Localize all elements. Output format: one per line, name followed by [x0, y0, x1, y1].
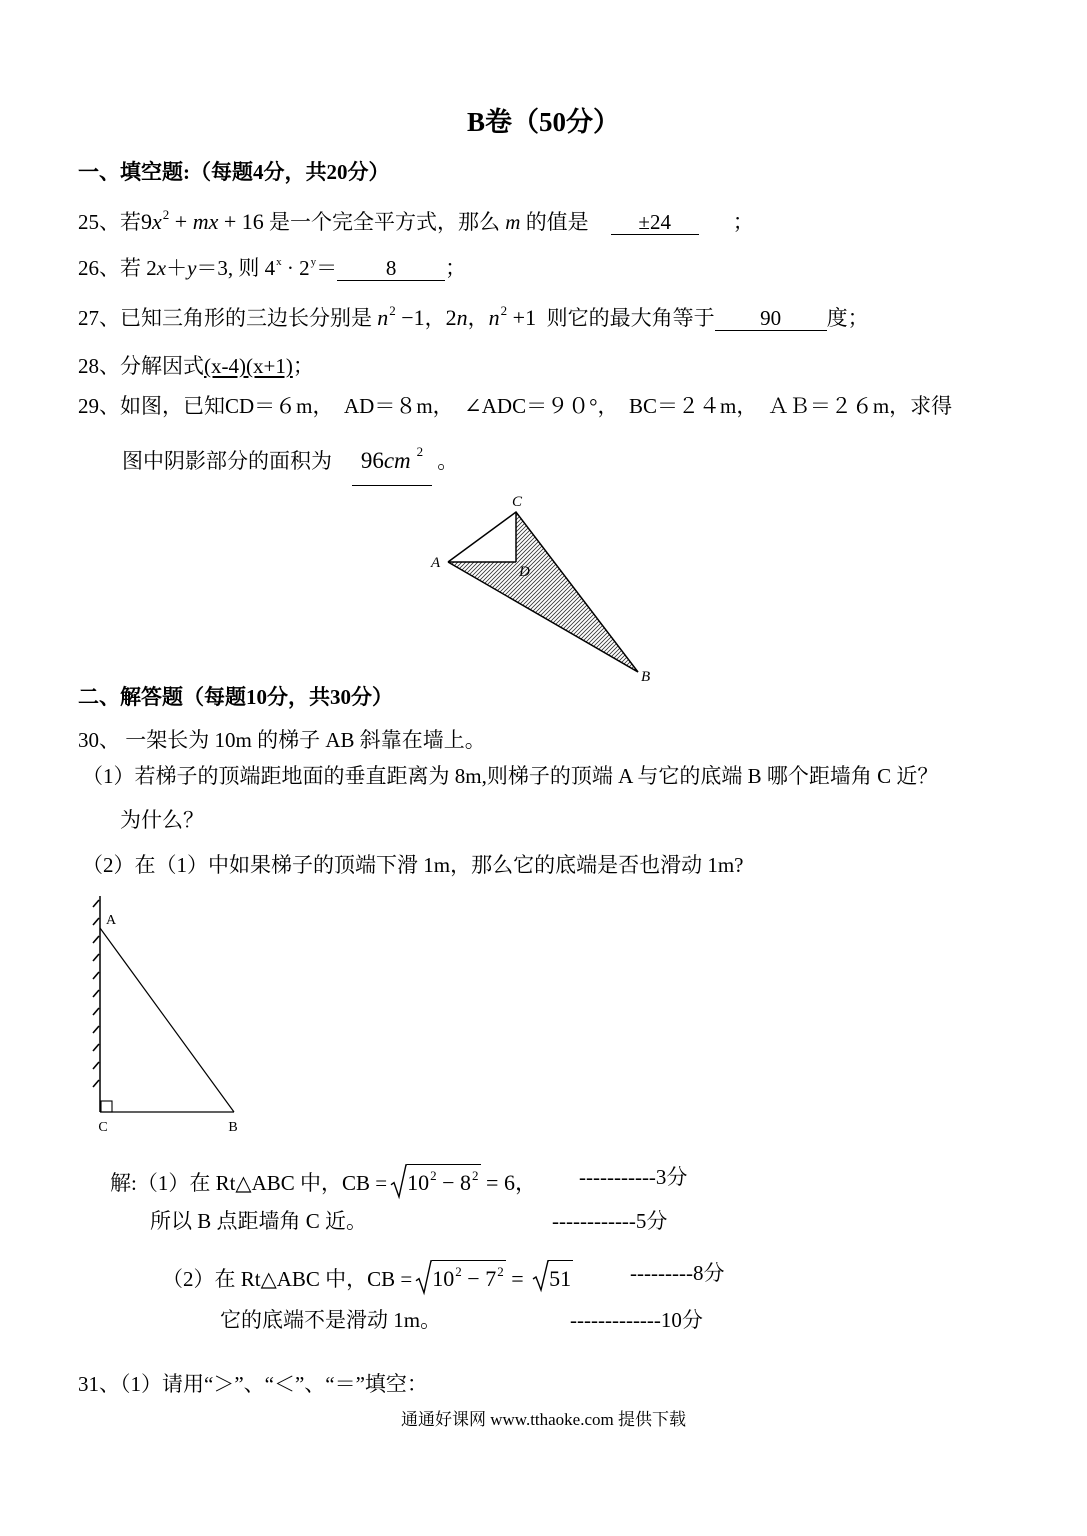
q25-const: 16 — [241, 209, 264, 234]
question-27 — [78, 305, 869, 334]
s3-minus: − — [461, 1266, 486, 1291]
s3-a: 10 — [432, 1266, 455, 1291]
s1-minus: − — [436, 1170, 461, 1195]
q29-answer-blank — [352, 444, 432, 486]
section-1-heading — [78, 159, 390, 185]
radical-sign — [415, 1260, 432, 1295]
wall-hatch-mark — [93, 1080, 99, 1087]
s4-score: -------------10分 — [570, 1308, 703, 1332]
s1-lead: 解:（1）在 Rt△ABC 中，CB = — [110, 1171, 388, 1195]
q26-answer-blank: 8 — [337, 256, 445, 281]
q29-end: 。 — [432, 449, 459, 473]
question-30-part-2 — [82, 852, 744, 878]
q30-part1-cont-text: 为什么？ — [120, 808, 204, 832]
q25-mid: 是一个完全平方式，那么 — [263, 210, 506, 234]
q26-lead: 26、若 — [78, 256, 147, 280]
label-b: B — [228, 1120, 238, 1135]
s3-b: 7 — [485, 1266, 497, 1291]
radical-sign-path — [391, 1165, 407, 1197]
wall-hatch-mark — [93, 1044, 99, 1051]
q25-end: ； — [732, 210, 754, 234]
wall-hatching — [93, 900, 99, 1087]
radicand-1 — [407, 1164, 480, 1199]
question-31 — [78, 1371, 428, 1397]
question-30-part-1-continued — [120, 807, 204, 833]
q27-n3: n — [488, 305, 500, 330]
wall-hatch-mark — [93, 990, 99, 997]
wall-hatch-mark — [93, 900, 99, 907]
q26-end: ； — [445, 256, 467, 280]
q26-dot: · — [281, 256, 300, 280]
s4-text: 它的底端不是滑动 1m。 — [220, 1308, 442, 1332]
page-footer — [0, 1409, 1087, 1431]
wall-hatch-mark — [93, 954, 99, 961]
label-b: B — [641, 669, 651, 685]
q27-mid: 则它的最大角等于 — [536, 306, 715, 330]
q26-eq: ＝ — [316, 256, 338, 280]
radical-sign-path — [416, 1261, 432, 1293]
question-25 — [78, 209, 754, 238]
radicand-2 — [432, 1260, 505, 1295]
q28-answer: (x-4)(x+1) — [204, 354, 293, 378]
section-2-heading-text: 二、解答题（每题10分，共30分） — [78, 685, 393, 709]
question-29-line-2 — [122, 444, 459, 486]
s2-score: ------------5分 — [552, 1209, 668, 1233]
s1-a: 10 — [407, 1170, 430, 1195]
question-30-part-1 — [82, 763, 938, 789]
q26-x: x — [156, 256, 167, 280]
wall-hatch-mark — [93, 936, 99, 943]
s2-text: 所以 B 点距墙角 C 近。 — [150, 1209, 368, 1233]
s1-b: 8 — [460, 1170, 472, 1195]
q25-m: m — [505, 210, 521, 234]
q28-end: ； — [292, 354, 314, 378]
q29-line2-text: 图中阴影部分的面积为 — [122, 449, 332, 473]
wall-hatch-mark — [93, 1008, 99, 1015]
q29-answer-value: 96 — [360, 448, 384, 473]
section-1-heading-text: 一、填空题:（每题4分，共20分） — [78, 160, 390, 184]
q31-text: 31、（1）请用“＞”、“＜”、“＝”填空： — [78, 1372, 428, 1396]
q30-part2-text: （2）在（1）中如果梯子的顶端下滑 1m，那么它的底端是否也滑动 1m? — [82, 853, 744, 877]
label-a: A — [106, 913, 117, 928]
s1-result: = 6， — [480, 1170, 537, 1195]
label-c: C — [98, 1120, 108, 1135]
ladder-ab — [100, 928, 234, 1112]
question-26 — [78, 255, 466, 285]
s3-eq: = — [505, 1266, 530, 1291]
footer-text: 通通好课网 www.tthaoke.com 提供下载 — [400, 1410, 687, 1429]
q26-plus: ＋ — [166, 256, 188, 280]
s3-a-exp: 2 — [455, 1264, 462, 1279]
q26-exp2: y — [310, 256, 317, 268]
q27-coef2: 2 — [445, 305, 457, 330]
q27-sep2: ， — [467, 306, 489, 330]
s3-c: 51 — [549, 1266, 572, 1291]
q27-n1: n — [377, 305, 389, 330]
q26-base2: 2 — [299, 256, 310, 280]
q26-y: y — [187, 256, 197, 280]
figure-shaded-triangle — [420, 488, 660, 688]
figure-ladder — [85, 888, 250, 1140]
q27-sep1: ， — [424, 306, 446, 330]
q26-exp1: x — [276, 256, 282, 268]
q26-base1: 4 — [264, 256, 276, 280]
question-28 — [78, 353, 314, 379]
shaded-region — [448, 512, 638, 672]
solution-line-2 — [150, 1208, 367, 1234]
q25-tail: 的值是 — [520, 210, 589, 234]
wall-hatch-mark — [93, 972, 99, 979]
sqrt-expression-1 — [390, 1164, 480, 1199]
q30-stem-text: 30、 一架长为 10m 的梯子 AB 斜靠在墙上。 — [78, 728, 486, 752]
sqrt-expression-2 — [415, 1260, 505, 1295]
q25-coef: 9 — [141, 209, 152, 234]
s1-score: -----------3分 — [579, 1165, 688, 1189]
s3-lead: （2）在 Rt△ABC 中，CB = — [162, 1267, 413, 1291]
question-29-line-1 — [78, 393, 952, 419]
q25-op1: + — [169, 209, 193, 234]
s3-b-exp: 2 — [497, 1264, 504, 1279]
radical-sign-path — [533, 1261, 549, 1290]
q25-answer-blank: ±24 — [611, 210, 699, 235]
wall-hatch-mark — [93, 918, 99, 925]
s3-score: ---------8分 — [630, 1261, 725, 1285]
label-d: D — [519, 564, 530, 580]
label-a: A — [431, 555, 441, 571]
q29-answer-exp: 2 — [416, 444, 424, 459]
q28-lead: 28、分解因式 — [78, 354, 204, 378]
q27-n2: n — [456, 305, 468, 330]
page-title — [0, 105, 1087, 139]
q25-mx: mx — [192, 209, 219, 234]
q27-rest1: −1 — [395, 305, 425, 330]
q27-answer-blank: 90 — [715, 306, 827, 331]
q27-lead: 27、已知三角形的三边长分别是 — [78, 306, 378, 330]
radical-sign — [532, 1260, 549, 1292]
q25-lead: 25、若 — [78, 210, 141, 234]
question-30-stem — [78, 727, 486, 753]
solution-line-4 — [220, 1307, 441, 1333]
q25-op2: + — [218, 209, 242, 234]
s1-a-exp: 2 — [430, 1168, 437, 1183]
label-c: C — [512, 494, 523, 510]
page-title-text: B卷（50分） — [466, 107, 620, 137]
sqrt-expression-3 — [532, 1260, 573, 1292]
solution-line-1 — [110, 1164, 537, 1199]
solution-line-3 — [162, 1260, 573, 1295]
q25-var: x — [152, 209, 162, 234]
q27-exp3: 2 — [500, 303, 508, 318]
q26-coef: 2 — [146, 256, 157, 280]
radicand-3 — [549, 1260, 573, 1292]
wall-hatch-mark — [93, 1062, 99, 1069]
q27-exp1: 2 — [389, 303, 396, 318]
right-angle-marker — [101, 1101, 112, 1112]
section-2-heading — [78, 684, 393, 710]
q25-exp: 2 — [162, 207, 170, 222]
q26-eq-three: ＝3, 则 — [196, 256, 265, 280]
s1-b-exp: 2 — [472, 1168, 479, 1183]
q29-answer-unit: cm — [383, 448, 411, 473]
q27-end: 度； — [826, 306, 869, 330]
q30-part1-text: （1）若梯子的顶端距地面的垂直距离为 8m,则梯子的顶端 A 与它的底端 B 哪个距墙角 C 近？ — [82, 764, 939, 788]
q27-rest3: +1 — [507, 305, 537, 330]
wall-hatch-mark — [93, 1026, 99, 1033]
radical-sign — [390, 1164, 407, 1199]
q29-line1-text: 29、如图，已知CD＝６m， AD＝８m， ∠ADC＝９０°， BC＝２４m， ＡＢ＝２６m，求得 — [78, 394, 953, 418]
